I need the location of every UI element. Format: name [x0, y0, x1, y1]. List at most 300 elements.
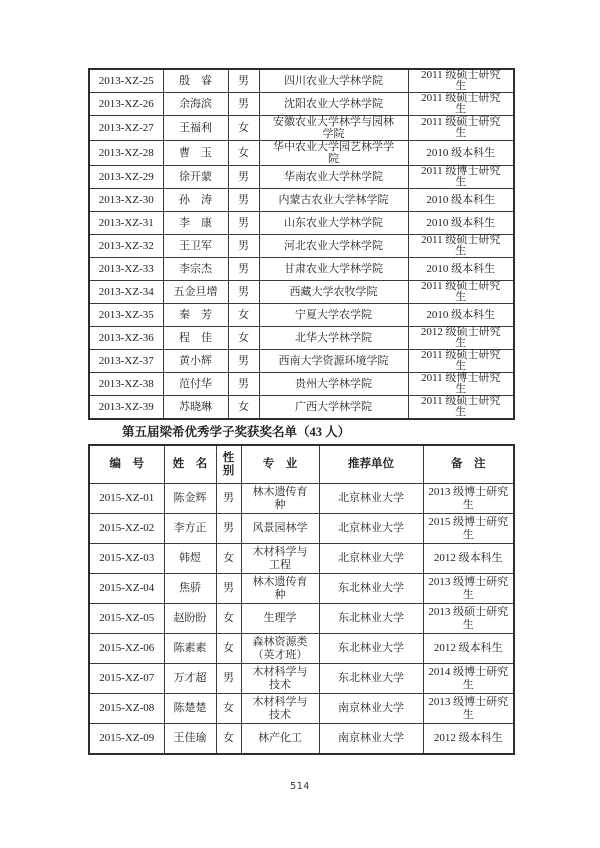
table-row: [89, 235, 514, 258]
table-cell-text: 2015-XZ-04: [99, 582, 155, 594]
table-row: [89, 116, 514, 141]
table-cell-text: 2015-XZ-02: [99, 522, 155, 534]
table-cell-text: 安徽农业大学林学与园林学院: [273, 116, 394, 140]
table-cell-text: 2012 级本科生: [433, 552, 503, 564]
table-cell: [163, 212, 228, 235]
table-cell-text: 2011 级博士研究生: [421, 372, 501, 395]
table-row: [89, 544, 514, 574]
table-cell: [163, 373, 228, 396]
table-cell: [259, 116, 408, 141]
table-header-text: 推荐单位: [348, 458, 394, 470]
table-cell: [319, 694, 423, 724]
table-row: [89, 258, 514, 281]
table-cell: [259, 235, 408, 258]
table-cell: [163, 235, 228, 258]
table-row: [89, 93, 514, 116]
table-cell-text: 木材科学与工程: [252, 545, 308, 571]
table-cell: [228, 189, 259, 212]
table-cell: [216, 544, 241, 574]
table-cell-text: 殷 睿: [179, 75, 212, 87]
table-cell: [89, 281, 163, 304]
table-row: [89, 634, 514, 664]
table-cell-text: 2011 级硕士研究生: [421, 395, 501, 418]
table-cell: [89, 212, 163, 235]
table-cell: [423, 694, 514, 724]
table-cell-text: 2013-XZ-34: [98, 286, 154, 298]
table-header-cell: [89, 445, 164, 484]
table-cell: [241, 544, 319, 574]
table-cell-text: 黄小辉: [179, 355, 212, 367]
table-cell: [89, 69, 163, 93]
table-row: [89, 281, 514, 304]
table-cell-text: 男: [223, 672, 234, 684]
table-cell: [228, 141, 259, 166]
table-cell: [259, 189, 408, 212]
table-cell-text: 女: [223, 552, 234, 564]
table-cell-text: 2013-XZ-28: [98, 147, 154, 159]
table-row: [89, 212, 514, 235]
table-cell: [163, 166, 228, 189]
table-cell: [216, 574, 241, 604]
table-cell: [163, 189, 228, 212]
table-cell: [259, 166, 408, 189]
table-cell: [163, 350, 228, 373]
table-cell-text: 2011 级博士研究生: [421, 165, 501, 188]
table-cell-text: 2015-XZ-09: [99, 732, 155, 744]
table-cell: [89, 574, 164, 604]
table-cell-text: 女: [223, 702, 234, 714]
table-cell: [216, 724, 241, 755]
table-cell-text: 男: [238, 217, 249, 229]
table-cell: [163, 327, 228, 350]
table-cell: [259, 212, 408, 235]
table-cell: [216, 634, 241, 664]
table-cell: [228, 166, 259, 189]
table-cell: [216, 694, 241, 724]
table-cell: [228, 350, 259, 373]
table-cell: [408, 327, 514, 350]
table-cell-text: 华南农业大学林学院: [284, 171, 383, 183]
table-cell-text: 女: [238, 122, 249, 134]
table-cell-text: 甘肃农业大学林学院: [284, 263, 383, 275]
table-cell-text: 2010 级本科生: [426, 308, 496, 321]
table-header-text: 性别: [222, 451, 235, 477]
table-cell: [163, 281, 228, 304]
table-cell-text: 2014 级博士研究生: [428, 665, 509, 691]
table-cell-text: 曹 玉: [179, 147, 212, 159]
table-cell: [259, 350, 408, 373]
table-cell-text: 华中农业大学园艺林学学院: [273, 141, 394, 165]
table-cell: [89, 327, 163, 350]
table-cell-text: 南京林业大学: [338, 732, 404, 744]
table-cell: [228, 327, 259, 350]
table-cell: [163, 141, 228, 166]
table-cell: [228, 281, 259, 304]
table-row: [89, 724, 514, 755]
table-cell-text: 2013 级博士研究生: [428, 695, 509, 721]
table-cell: [228, 93, 259, 116]
table-cell: [259, 396, 408, 420]
table-cell-text: 赵盼盼: [173, 612, 207, 624]
table-cell-text: 广西大学林学院: [295, 401, 372, 413]
table-cell-text: 男: [238, 286, 249, 298]
table-cell-text: 李 康: [179, 217, 212, 229]
table-cell: [228, 212, 259, 235]
table-cell-text: 男: [238, 240, 249, 252]
table-cell: [163, 116, 228, 141]
table-cell-text: 四川农业大学林学院: [284, 75, 383, 87]
table-cell-text: 林木遗传育种: [252, 575, 308, 601]
table-cell-text: 女: [238, 401, 249, 413]
table-cell: [408, 373, 514, 396]
table-cell: [163, 396, 228, 420]
table-cell-text: 苏晓琳: [179, 401, 212, 413]
table-cell: [259, 304, 408, 327]
table-cell: [89, 544, 164, 574]
table-cell: [241, 484, 319, 514]
table-cell-text: 2012 级本科生: [433, 732, 503, 744]
table-cell-text: 2012 级本科生: [433, 642, 503, 654]
table-row: [89, 514, 514, 544]
table-cell-text: 西藏大学农牧学院: [289, 286, 378, 298]
table-cell: [228, 304, 259, 327]
table-cell-text: 男: [238, 378, 249, 390]
table-cell-text: 2015-XZ-06: [99, 642, 155, 654]
table-cell-text: 西南大学资源环境学院: [278, 355, 389, 367]
table-cell: [408, 396, 514, 420]
table-cell: [163, 69, 228, 93]
table-cell-text: 2013-XZ-26: [98, 98, 154, 110]
table-cell-text: 李方正: [173, 522, 207, 534]
table-cell: [216, 604, 241, 634]
table-cell: [423, 604, 514, 634]
table-cell-text: 陈素素: [173, 642, 207, 654]
table-cell: [89, 484, 164, 514]
table-cell-text: 东北林业大学: [338, 642, 404, 654]
table-cell-text: 秦 芳: [179, 309, 212, 321]
table-cell-text: 北华大学林学院: [295, 332, 372, 344]
table-cell: [163, 258, 228, 281]
table-cell: [259, 69, 408, 93]
table-cell-text: 王佳瑜: [173, 732, 207, 744]
table-row: [89, 166, 514, 189]
table-cell-text: 2013-XZ-35: [98, 309, 154, 321]
table-cell-text: 2013-XZ-37: [98, 355, 154, 367]
table-cell: [89, 350, 163, 373]
table-cell-text: 北京林业大学: [338, 492, 404, 504]
table-header-cell: [423, 445, 514, 484]
fifth-award-table-head: [89, 445, 514, 484]
table-cell-text: 女: [223, 732, 234, 744]
table-cell-text: 陈楚楚: [173, 702, 207, 714]
table-cell-text: 女: [223, 612, 234, 624]
table-cell: [241, 664, 319, 694]
table-cell: [423, 484, 514, 514]
table-cell: [319, 484, 423, 514]
table-cell-text: 程 佳: [179, 332, 212, 344]
table-cell-text: 男: [238, 355, 249, 367]
table-cell: [89, 634, 164, 664]
table-cell-text: 生理学: [263, 612, 297, 624]
table-cell-text: 2015-XZ-05: [99, 612, 155, 624]
table-header-cell: [216, 445, 241, 484]
table-cell-text: 林木遗传育种: [252, 485, 308, 511]
table-cell: [423, 544, 514, 574]
table-cell-text: 山东农业大学林学院: [284, 217, 383, 229]
table-header-cell: [241, 445, 319, 484]
table-cell-text: 孙 涛: [179, 194, 212, 206]
fifth-award-list-table: [88, 444, 515, 755]
table-cell: [164, 544, 216, 574]
table-row: [89, 69, 514, 93]
table-cell-text: 2011 级硕士研究生: [421, 116, 501, 139]
table-cell-text: 2013-XZ-32: [98, 240, 154, 252]
section-title: 第五届梁希优秀学子奖获奖名单（43 人）: [122, 425, 351, 439]
table-cell-text: 2013-XZ-30: [98, 194, 154, 206]
table-cell: [164, 664, 216, 694]
table-cell: [408, 235, 514, 258]
table-cell-text: 男: [238, 75, 249, 87]
table-cell: [228, 116, 259, 141]
table-header-text: 姓 名: [172, 458, 208, 470]
table-cell: [89, 258, 163, 281]
table-header-cell: [164, 445, 216, 484]
table-cell-text: 王福利: [179, 122, 212, 134]
table-cell-text: 东北林业大学: [338, 612, 404, 624]
table-cell-text: 女: [238, 147, 249, 159]
table-cell: [408, 304, 514, 327]
table-cell: [216, 514, 241, 544]
table-cell-text: 2013-XZ-25: [98, 75, 154, 87]
table-cell-text: 李宗杰: [179, 263, 212, 275]
table-header-text: 编 号: [109, 458, 144, 470]
table-cell-text: 王卫军: [179, 240, 212, 252]
table-cell-text: 2013-XZ-39: [98, 401, 154, 413]
table-cell-text: 2011 级硕士研究生: [421, 280, 501, 303]
table-cell-text: 余海滨: [179, 98, 212, 110]
table-cell-text: 2011 级硕士研究生: [421, 92, 501, 115]
previous-award-list-table: [88, 68, 515, 420]
table-cell: [89, 304, 163, 327]
table-row: [89, 694, 514, 724]
fifth-award-table-body: [89, 484, 514, 755]
table-cell: [408, 116, 514, 141]
table-row: [89, 396, 514, 420]
table-cell-text: 木材科学与技术: [252, 695, 308, 721]
table-cell: [241, 574, 319, 604]
table-cell: [228, 235, 259, 258]
table-row: [89, 189, 514, 212]
table-cell: [408, 189, 514, 212]
table-cell: [259, 93, 408, 116]
table-cell-text: 2013-XZ-27: [98, 122, 154, 134]
table-row: [89, 574, 514, 604]
table-cell-text: 木材科学与技术: [252, 665, 308, 691]
table-cell: [319, 634, 423, 664]
table-cell-text: 2015-XZ-01: [99, 492, 155, 504]
table-cell: [319, 544, 423, 574]
table-cell-text: 2010 级本科生: [426, 216, 496, 229]
table-cell: [89, 373, 163, 396]
table-cell: [216, 664, 241, 694]
table-cell: [164, 484, 216, 514]
table-cell: [228, 258, 259, 281]
table-cell: [408, 258, 514, 281]
table-cell: [259, 373, 408, 396]
table-cell-text: 东北林业大学: [338, 672, 404, 684]
table-cell: [423, 664, 514, 694]
table-cell: [319, 724, 423, 755]
table-cell-text: 范付华: [179, 378, 212, 390]
table-cell: [164, 724, 216, 755]
table-cell-text: 宁夏大学农学院: [295, 309, 372, 321]
table-cell: [228, 396, 259, 420]
table-cell-text: 2013-XZ-36: [98, 332, 154, 344]
table-cell-text: 2015-XZ-07: [99, 672, 155, 684]
table-cell-text: 2012 级硕士研究生: [420, 326, 501, 349]
table-cell-text: 徐开蒙: [179, 171, 212, 183]
table-row: [89, 327, 514, 350]
table-cell-text: 东北林业大学: [338, 582, 404, 594]
table-cell: [89, 514, 164, 544]
table-row: [89, 373, 514, 396]
table-cell-text: 男: [223, 522, 234, 534]
table-cell: [164, 604, 216, 634]
table-cell-text: 2010 级本科生: [426, 193, 496, 206]
table-cell: [319, 574, 423, 604]
table-cell: [408, 93, 514, 116]
table-cell: [423, 574, 514, 604]
table-cell-text: 2015-XZ-08: [99, 702, 155, 714]
table-header-text: 专 业: [262, 458, 298, 470]
table-cell: [259, 327, 408, 350]
table-cell: [163, 304, 228, 327]
table-row: [89, 604, 514, 634]
table-cell-text: 2013-XZ-31: [98, 217, 154, 229]
table-cell: [228, 69, 259, 93]
table-cell-text: 2013-XZ-38: [98, 378, 154, 390]
table-cell: [89, 116, 163, 141]
table-cell-text: 风景园林学: [252, 522, 308, 534]
table-cell: [89, 189, 163, 212]
table-cell-text: 2013-XZ-33: [98, 263, 154, 275]
table-cell-text: 2015-XZ-03: [99, 552, 155, 564]
table-cell-text: 2011 级硕士研究生: [421, 234, 501, 257]
table-cell-text: 2013 级博士研究生: [428, 485, 509, 511]
table-cell-text: 南京林业大学: [338, 702, 404, 714]
table-cell: [259, 281, 408, 304]
table-cell: [89, 664, 164, 694]
table-cell-text: 韩煜: [179, 552, 201, 564]
table-cell: [259, 141, 408, 166]
table-cell: [259, 258, 408, 281]
table-cell: [408, 212, 514, 235]
table-cell: [163, 93, 228, 116]
table-cell: [241, 724, 319, 755]
table-cell: [241, 604, 319, 634]
table-cell-text: 女: [238, 309, 249, 321]
table-cell: [241, 694, 319, 724]
table-cell-text: 男: [223, 582, 234, 594]
table-cell: [241, 634, 319, 664]
table-header-row: [89, 445, 514, 484]
table-cell-text: 2013-XZ-29: [98, 171, 154, 183]
table-cell: [319, 514, 423, 544]
table-cell: [89, 235, 163, 258]
table-cell-text: 北京林业大学: [338, 552, 404, 564]
table-cell: [241, 514, 319, 544]
table-cell-text: 2013 级硕士研究生: [428, 605, 509, 631]
table-header-text: 备 注: [451, 458, 486, 470]
table-cell-text: 女: [223, 642, 234, 654]
table-cell-text: 贵州大学林学院: [295, 378, 372, 390]
table-cell: [89, 724, 164, 755]
table-cell-text: 焦骄: [179, 582, 201, 594]
table-cell-text: 男: [238, 171, 249, 183]
page-number: 514: [290, 781, 310, 792]
table-header-cell: [319, 445, 423, 484]
table-cell: [89, 604, 164, 634]
table-row: [89, 304, 514, 327]
table-cell-text: 2011 级硕士研究生: [421, 349, 501, 372]
table-cell-text: 2010 级本科生: [426, 146, 496, 159]
table-cell: [89, 694, 164, 724]
table-cell-text: 2010 级本科生: [426, 262, 496, 275]
table-cell-text: 内蒙古农业大学林学院: [278, 194, 389, 206]
table-cell-text: 女: [238, 332, 249, 344]
table-cell-text: 男: [238, 194, 249, 206]
table-row: [89, 664, 514, 694]
table-cell-text: 沈阳农业大学林学院: [284, 98, 383, 110]
table-cell: [408, 141, 514, 166]
table-cell-text: 河北农业大学林学院: [284, 240, 383, 252]
table-cell: [228, 373, 259, 396]
table-cell-text: 2015 级博士研究生: [428, 515, 509, 541]
table-cell: [89, 141, 163, 166]
table-cell-text: 2011 级硕士研究生: [421, 69, 501, 92]
table-cell: [89, 166, 163, 189]
table-cell-text: 男: [238, 98, 249, 110]
table-cell: [164, 514, 216, 544]
table-cell: [408, 350, 514, 373]
table-cell: [423, 724, 514, 755]
table-cell-text: 男: [238, 263, 249, 275]
table-cell: [408, 166, 514, 189]
table-cell: [319, 664, 423, 694]
table-cell-text: 北京林业大学: [338, 522, 404, 534]
table-cell: [319, 604, 423, 634]
table-cell-text: 陈金辉: [173, 492, 207, 504]
table-cell: [216, 484, 241, 514]
table-cell-text: 万才超: [173, 672, 207, 684]
table-row: [89, 141, 514, 166]
table-cell: [408, 69, 514, 93]
table-cell: [89, 93, 163, 116]
table-row: [89, 350, 514, 373]
table-cell: [164, 694, 216, 724]
table-cell-text: 五金旦增: [173, 286, 218, 298]
table-cell-text: 2013 级博士研究生: [428, 575, 509, 601]
previous-award-table-body: [89, 69, 514, 419]
table-cell: [423, 514, 514, 544]
table-cell: [164, 574, 216, 604]
table-cell-text: 男: [223, 492, 234, 504]
table-cell-text: 林产化工: [258, 732, 302, 744]
table-cell: [408, 281, 514, 304]
table-cell: [423, 634, 514, 664]
table-cell: [89, 396, 163, 420]
table-row: [89, 484, 514, 514]
